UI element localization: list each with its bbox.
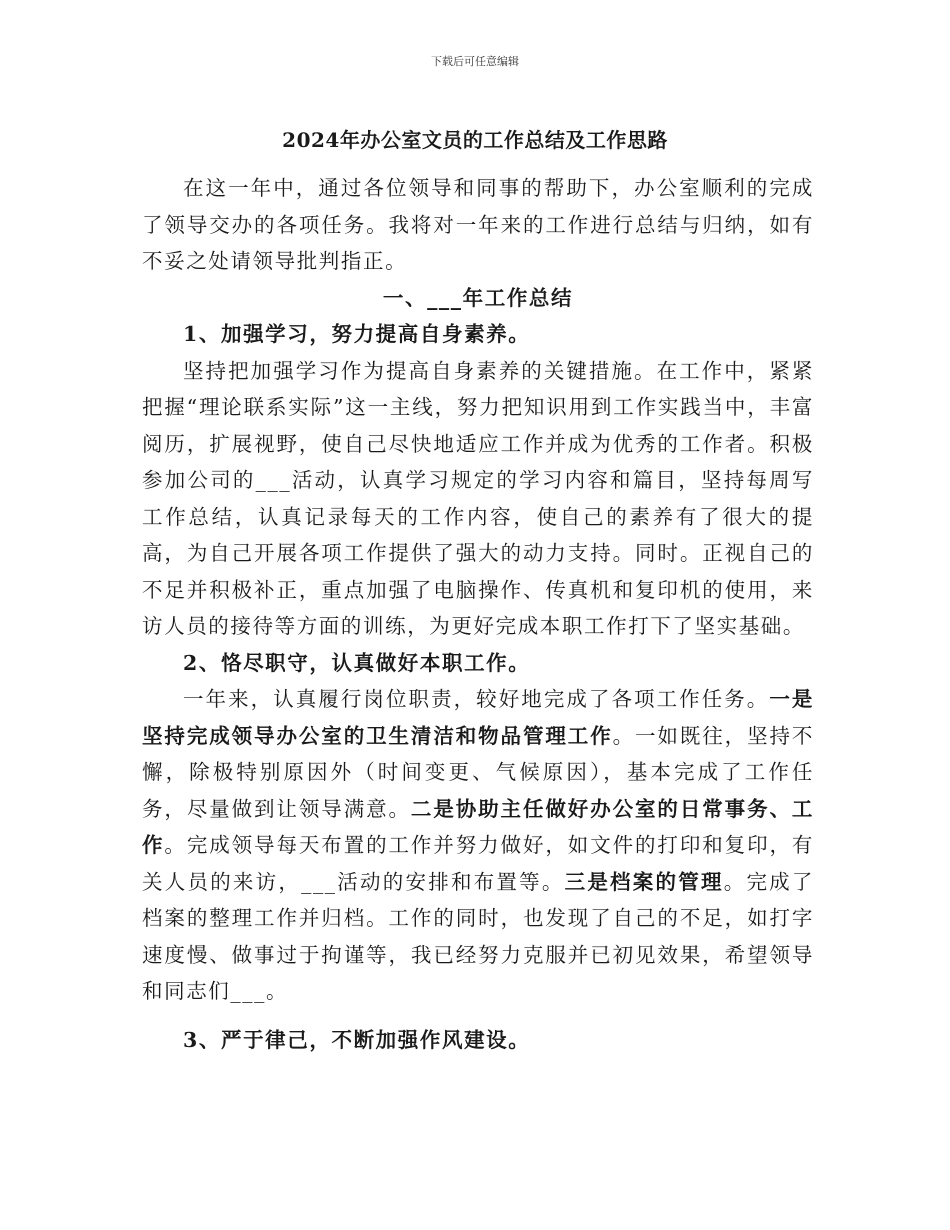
section-heading: 一、___年工作总结 — [382, 285, 574, 310]
intro-paragraph: 在这一年中，通过各位领导和同事的帮助下，办公室顺利的完成了领导交办的各项任务。我将对一年来的工作进行总结与归纳，如有不妥之处请领导批判指正。 — [142, 176, 814, 273]
item2-text-1: 一年来，认真履行岗位职责，较好地完成了各项工作任务。 — [183, 687, 770, 711]
item2-paragraph — [142, 681, 814, 1010]
document-title: 2024年办公室文员的工作总结及工作思路 — [282, 128, 668, 152]
item2-bold-2: 二是协助主任做好办公室的日常事务、工作 — [142, 796, 814, 857]
item1-paragraph: 坚持把加强学习作为提高自身素养的关键措施。在工作中，紧紧把握“理论联系实际”这一主线，努力把知识用到工作实践当中，丰富阅历，扩展视野，使自己尽快地适应工作并成为优秀的工作者。积极参加公司的___活动，认真学习规定的学习内容和篇目，坚持每周写工作总结，认真记录每天的工作内容，使自己的素养有了很大的提高，为自己开展各项工作提供了强大的动力支持。同时。正视自己的不足并积极补正，重点加强了电脑操作、传真机和复印机的使用，来访人员的接待等方面的训练，为更好完成本职工作打下了坚实基础。 — [142, 358, 814, 638]
item2-text-2: 。一如既往，坚持不懈，除极特别原因外（时间变更、气候原因），基本完成了工作任务，尽量做到让领导满意。 — [142, 723, 814, 821]
item2-text-3: 。完成领导每天布置的工作并努力做好，如文件的打印和复印，有关人员的来访，___活动的安排和布置等。 — [142, 833, 814, 894]
item2-bold-3: 三是档案的管理 — [564, 869, 724, 894]
document-body — [142, 170, 814, 1058]
item2-bold-1: 一是坚持完成领导办公室的卫生清洁和物品管理工作 — [142, 687, 814, 748]
item3-heading: 3、严于律己，不断加强作风建设。 — [183, 1027, 531, 1052]
item2-heading: 2、恪尽职守，认真做好本职工作。 — [183, 650, 531, 675]
download-note: 下载后可任意编辑 — [431, 55, 519, 68]
item2-text-4: 。完成了档案的整理工作并归档。工作的同时，也发现了自己的不足，如打字速度慢、做事过于拘谨等，我已经努力克服并已初见效果，希望领导和同志们___。 — [142, 869, 815, 1003]
item1-heading: 1、加强学习，努力提高自身素养。 — [183, 322, 531, 346]
